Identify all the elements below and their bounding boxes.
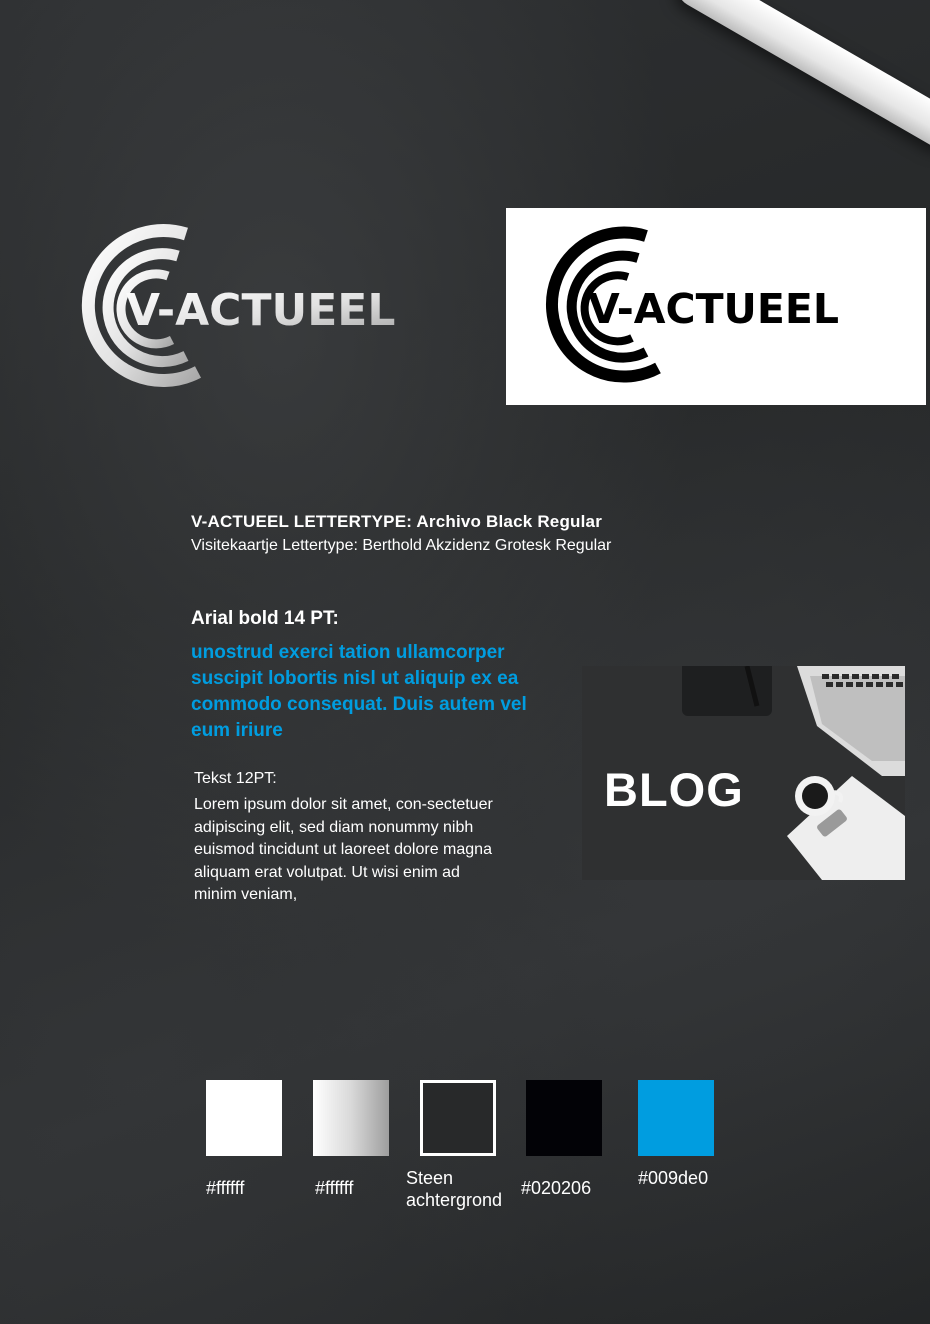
body-text-sample: Lorem ipsum dolor sit amet, con-sectetuer adipiscing elit, sed diam nonummy nibh euismod tincidunt ut laoreet dolore magna aliquam erat volutpat. Ut wisi enim ad minim veniam, [194, 796, 493, 903]
logo-black [536, 226, 906, 386]
logo-silver-text: V-ACTUEEL [126, 285, 396, 336]
swatch-black [526, 1080, 602, 1156]
swatch-label-silver: #ffffff [315, 1178, 354, 1198]
swatch-label-white: #ffffff [206, 1178, 245, 1198]
logo-silver [68, 222, 448, 392]
swatch-label-stone: Steen achtergrond [406, 1168, 503, 1210]
swatch-stone-background [420, 1080, 496, 1156]
logo-black-text: V-ACTUEEL [588, 285, 839, 333]
pencil-decoration [670, 0, 930, 155]
blog-label: BLOG [604, 763, 744, 816]
swatch-label-black: #020206 [521, 1178, 592, 1198]
swatch-label-blue: #009de0 [638, 1168, 709, 1188]
arial-sample-text: unostrud exerci tation ullamcorper suscipit lobortis nisl ut aliquip ex ea commodo consequat. Duis autem vel eum iriure [191, 642, 527, 741]
font-subheading: Visitekaartje Lettertype: Berthold Akzidenz Grotesk Regular [191, 537, 612, 554]
body-text-label: Tekst 12PT: [194, 770, 277, 787]
logo-black-graphic [536, 226, 906, 386]
logo-white-box [506, 208, 926, 405]
arial-label: Arial bold 14 PT: [191, 608, 339, 629]
logo-silver-graphic [68, 222, 448, 392]
swatch-silver-gradient [313, 1080, 389, 1156]
swatch-blue [638, 1080, 714, 1156]
font-heading: V-ACTUEEL LETTERTYPE: Archivo Black Regular [191, 512, 603, 531]
notebook-shape [682, 666, 772, 716]
blog-image [582, 666, 905, 880]
swatch-white [206, 1080, 282, 1156]
